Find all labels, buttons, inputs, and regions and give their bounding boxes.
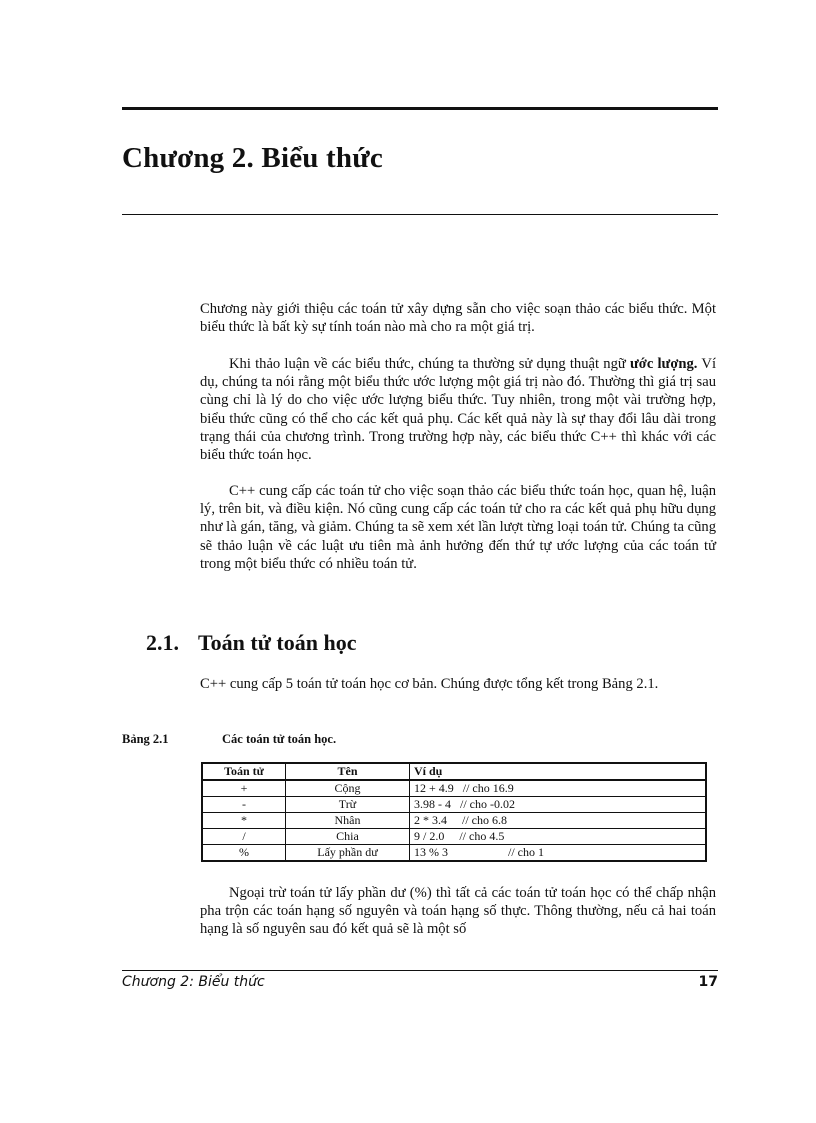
cell-example: 13 % 3 // cho 1: [410, 845, 707, 862]
intro-paragraph-2-rest: Ví dụ, chúng ta nói rằng một biểu thức ước lượng một giá trị nào đó. Thường thì giá trị sau cùng chỉ là lý do cho việc ước lượng biểu thức. Tuy nhiên, trong một vài trường hợp, biểu thức cũng có thể cho các kết quả phụ. Các kết quả này là sự thay đổi lâu dài trong trạng thái của chương trình. Trong trường hợp này, các biểu thức C++ thì khác với các biểu thức toán học.: [200, 356, 717, 464]
intro-paragraph-2-start: Khi thảo luận về các biểu thức, chúng ta thường sử dụng thuật ngữ: [229, 356, 630, 372]
section-heading: [146, 630, 356, 656]
table-caption: [122, 732, 336, 747]
section-intro-paragraph: C++ cung cấp 5 toán tử toán học cơ bản. Chúng được tổng kết trong Bảng 2.1.: [200, 676, 659, 692]
table-row: [202, 797, 706, 813]
cell-example: 2 * 3.4 // cho 6.8: [410, 813, 707, 829]
cell-example: 12 + 4.9 // cho 16.9: [410, 780, 707, 797]
table-header-row: [202, 763, 706, 780]
cell-name: Lấy phần dư: [286, 845, 410, 862]
cell-name: Cộng: [286, 780, 410, 797]
cell-name: Chia: [286, 829, 410, 845]
chapter-title: Chương 2. Biểu thức: [122, 142, 383, 174]
table-row: [202, 845, 706, 862]
cell-operator: /: [202, 829, 286, 845]
header-name: Tên: [286, 763, 410, 780]
title-underline-rule: [122, 214, 718, 215]
cell-operator: %: [202, 845, 286, 862]
cell-example: 3.98 - 4 // cho -0.02: [410, 797, 707, 813]
cell-operator: -: [202, 797, 286, 813]
cell-operator: +: [202, 780, 286, 797]
page-number: 17: [698, 974, 718, 990]
footer-rule: [122, 970, 718, 971]
cell-operator: *: [202, 813, 286, 829]
header-operator: Toán tử: [202, 763, 286, 780]
operators-table: [201, 762, 707, 862]
section-title: Toán tử toán học: [198, 630, 357, 655]
cell-name: Nhân: [286, 813, 410, 829]
footer-chapter-label: Chương 2: Biểu thức: [122, 974, 265, 990]
term-estimate: ước lượng.: [629, 356, 698, 372]
section-number: 2.1.: [146, 630, 179, 655]
intro-paragraph-2: [200, 355, 716, 464]
intro-paragraph-3: C++ cung cấp các toán tử cho việc soạn thảo các biểu thức toán học, quan hệ, luận lý, trên bit, và điều kiện. Nó cũng cung cấp các toán tử cho ra các kết quả phụ hữu dụng như là gán, tăng, và giảm. Chúng ta sẽ xem xét lần lượt từng loại toán tử. Chúng ta cũng sẽ thảo luận về các luật ưu tiên mà ảnh hưởng đến thứ tự ước lượng của các toán tử trong một biểu thức có nhiều toán tử.: [200, 483, 716, 572]
table-row: [202, 813, 706, 829]
cell-name: Trừ: [286, 797, 410, 813]
table-caption-text: Các toán tử toán học.: [222, 732, 337, 746]
after-table-paragraph: Ngoại trừ toán tử lấy phần dư (%) thì tất cả các toán tử toán học có thể chấp nhận pha trộn các toán hạng số nguyên và toán hạng số thực. Thông thường, nếu cả hai toán hạng là số nguyên sau đó kết quả sẽ là một số: [200, 885, 716, 938]
table-caption-label: Bảng 2.1: [122, 732, 169, 746]
table-row: [202, 829, 706, 845]
table-row: [202, 780, 706, 797]
top-rule: [122, 107, 718, 110]
intro-paragraph-1: Chương này giới thiệu các toán tử xây dựng sẵn cho việc soạn thảo các biểu thức. Một biểu thức là bất kỳ sự tính toán nào mà cho ra một giá trị.: [200, 301, 716, 336]
cell-example: 9 / 2.0 // cho 4.5: [410, 829, 707, 845]
header-example: Ví dụ: [410, 763, 707, 780]
